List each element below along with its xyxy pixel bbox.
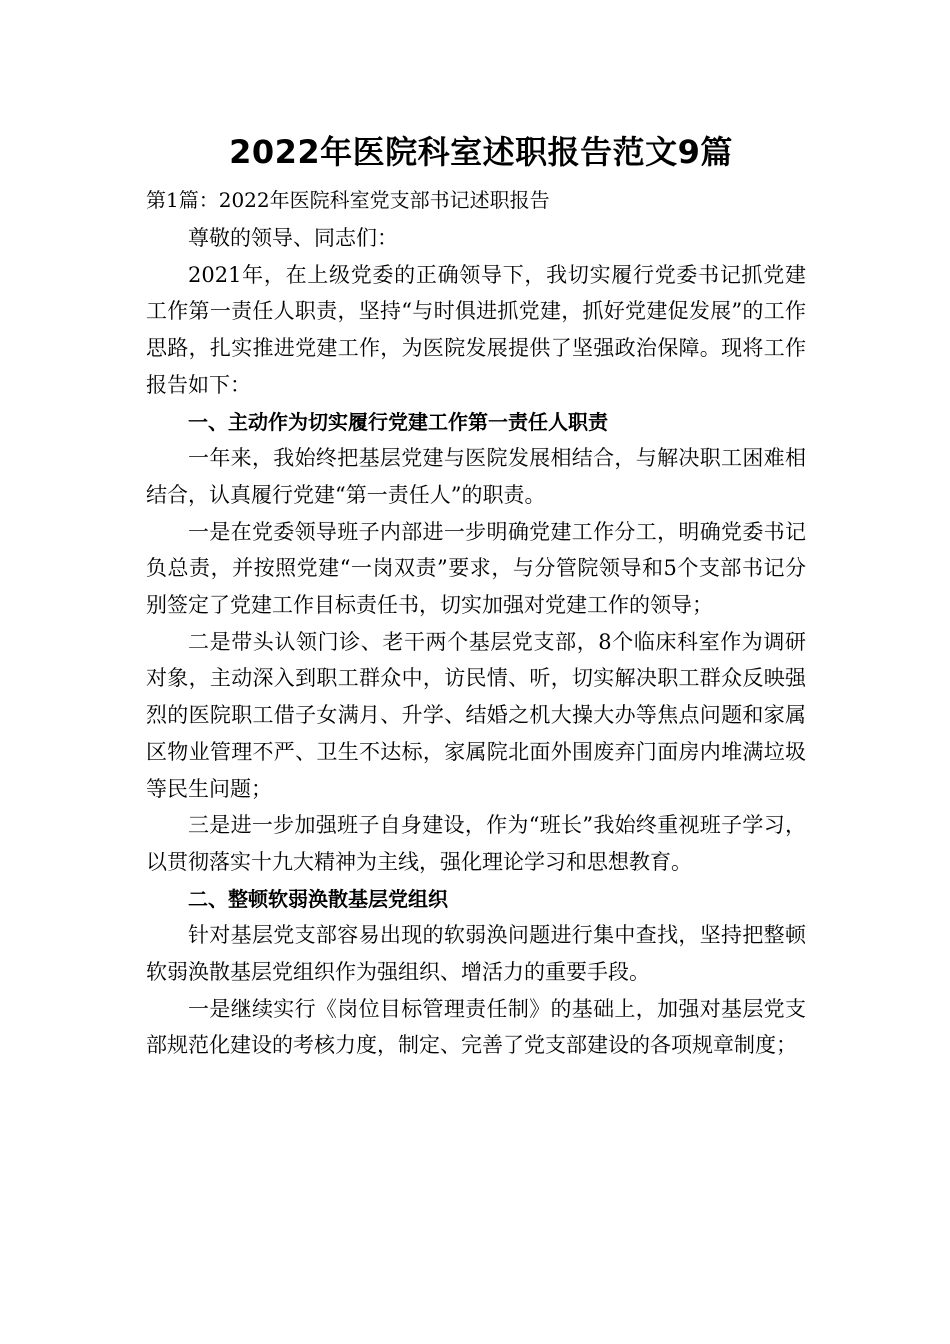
section1-paragraph: 二是带头认领门诊、老干两个基层党支部，8个临床科室作为调研对象，主动深入到职工群众中，访民情、听，切实解决职工群众反映强烈的医院职工借子女满月、升学、结婚之机大操大办等焦点问题和家属区物业管理不严、卫生不达标，家属院北面外围废弃门面房内堆满垃圾等民生问题； xyxy=(146,629,806,801)
section1-paragraph: 一年来，我始终把基层党建与医院发展相结合，与解决职工困难相结合，认真履行党建“第一责任人”的职责。 xyxy=(146,446,806,507)
document-page xyxy=(146,124,806,1064)
document-title: 2022年医院科室述职报告范文9篇 xyxy=(229,133,733,171)
section-heading-2: 二、整顿软弱涣散基层党组织 xyxy=(188,886,448,911)
intro-paragraph: 2021年，在上级党委的正确领导下，我切实履行党委书记抓党建工作第一责任人职责，坚持“与时俱进抓党建，抓好党建促发展”的工作思路，扎实推进党建工作，为医院发展提供了坚强政治保障。现将工作报告如下： xyxy=(146,262,806,397)
section1-paragraph: 三是进一步加强班子自身建设，作为“班长”我始终重视班子学习，以贯彻落实十九大精神为主线，强化理论学习和思想教育。 xyxy=(146,813,806,874)
article-subtitle: 第1篇：2022年医院科室党支部书记述职报告 xyxy=(146,188,550,212)
section2-paragraph: 针对基层党支部容易出现的软弱涣问题进行集中查找，坚持把整顿软弱涣散基层党组织作为强组织、增活力的重要手段。 xyxy=(146,923,806,985)
section-heading-1: 一、主动作为切实履行党建工作第一责任人职责 xyxy=(188,409,608,434)
salutation: 尊敬的领导、同志们： xyxy=(188,226,398,250)
section1-paragraph: 一是在党委领导班子内部进一步明确党建工作分工，明确党委书记负总责，并按照党建“一岗双责”要求，与分管院领导和5个支部书记分别签定了党建工作目标责任书，切实加强对党建工作的领导； xyxy=(146,519,806,618)
section2-paragraph: 一是继续实行《岗位目标管理责任制》的基础上，加强对基层党支部规范化建设的考核力度，制定、完善了党支部建设的各项规章制度； xyxy=(146,996,806,1058)
